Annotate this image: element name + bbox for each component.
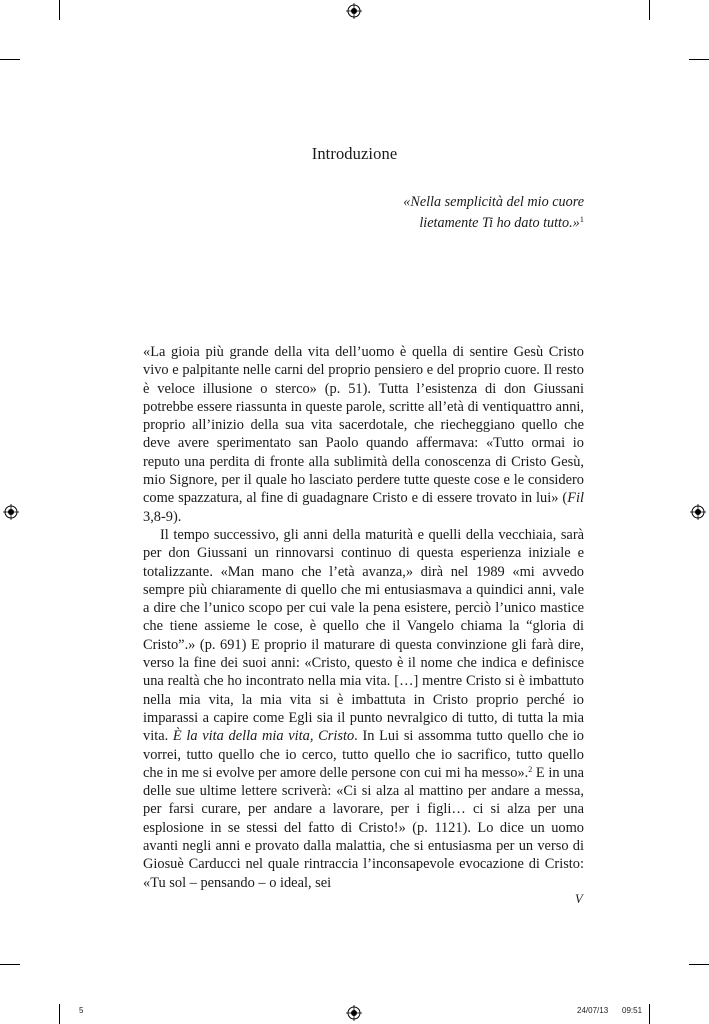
slug-time: 09:51 [622, 1006, 643, 1015]
crop-mark-top-right [649, 0, 650, 20]
footnote-marker[interactable]: 2 [528, 764, 533, 774]
registration-mark-icon [690, 504, 706, 520]
crop-mark-top-left [59, 0, 60, 20]
body-text [143, 343, 584, 892]
registration-mark-icon [346, 3, 362, 19]
epigraph-line-text: lietamente Ti ho dato tutto.» [419, 215, 580, 231]
slug-date: 24/07/13 [577, 1006, 609, 1015]
paragraph-text: . In Lui si assomma tutto quello che io vorrei, tutto quello che io cerco, tutto quello che io sacrifico, tutto quello che in me si evolve per amore delle persone con cui mi ha messo». [143, 728, 584, 781]
crop-mark-bottom-right [649, 1004, 650, 1024]
crop-mark-bottom-left [59, 1004, 60, 1024]
crop-mark-right-top [689, 59, 709, 60]
paragraph-text: 3,8-9). [143, 508, 182, 525]
bible-reference: Fil [567, 490, 584, 507]
registration-mark-icon [346, 1005, 362, 1021]
paragraph [143, 343, 584, 526]
crop-mark-left-top [0, 59, 20, 60]
page-title: Introduzione [311, 144, 398, 163]
crop-mark-right-bottom [689, 964, 709, 965]
page-number-roman: V [575, 892, 583, 906]
italic-quote: È la vita della mia vita, Cristo [172, 728, 355, 745]
registration-mark-icon [3, 504, 19, 520]
footnote-marker[interactable]: 1 [579, 214, 584, 224]
paragraph-text: «La gioia più grande della vita dell’uomo è quella di sentire Gesù Cristo vivo e palpitante nelle carni del proprio pensiero e del proprio cuore. Il resto è veloce illusione o sterco» (p. 51). Tutta l’esistenza di don Giussani potrebbe essere riassunta in queste parole, scritte all’età di ventiquattro anni, proprio all’inizio della sua vita sacerdotale, che riecheggiano quello che deve avere sperimentato san Paolo quando affermava: «Tutto ormai io reputo una perdita di fronte alla sublimità della conoscenza di Cristo Gesù, mio Signore, per il quale ho lasciato perdere tutte queste cose e le considero come spazzatura, al fine di guadagnare Cristo e di essere trovato in lui» ( [143, 344, 584, 507]
epigraph-line: «Nella semplicità del mio cuore [403, 194, 584, 210]
epigraph [403, 194, 584, 232]
paragraph-text: E in una delle sue ultime lettere scriverà: «Ci si alza al mattino per andare a messa, per farsi curare, per andare a lavorare, per i figli… ci si alza per una esplosione in se stessi del fatto di Cristo!» (p. 1121). Lo dice un uomo avanti negli anni e provato dalla malattia, che si entusiasma per un verso di Giosuè Carducci nel quale rintraccia l’inconsapevole evocazione di Cristo: «Tu sol – pensando – o ideal, sei [143, 764, 584, 891]
slug-page-number: 5 [79, 1006, 84, 1015]
paragraph [143, 526, 584, 892]
paragraph-text: Il tempo successivo, gli anni della maturità e quelli della vecchiaia, sarà per don Giussani un rinnovarsi continuo di questa esperienza iniziale e totalizzante. «Man mano che l’età avanza,» dirà nel 1989 «mi avvedo sempre più chiaramente di quello che mi entusiasmava a quindici anni, vale a dire che l’unico scopo per cui vale la pena esistere, perciò l’unico mastice che tiene assieme le cose, è quello che il Vangelo chiama la “gloria di Cristo”.» (p. 691) E proprio il maturare di questa convinzione gli farà dire, verso la fine dei suoi anni: «Cristo, questo è il nome che indica e definisce una realtà che ho incontrato nella mia vita. […] mentre Cristo si è imbattuto nella mia vita, la mia vita si è imbattuta in Cristo proprio perché io imparassi a capire come Egli sia il punto nevralgico di tutto, di tutta la mia vita. [143, 526, 584, 745]
epigraph-line [403, 211, 584, 232]
crop-mark-left-bottom [0, 964, 20, 965]
